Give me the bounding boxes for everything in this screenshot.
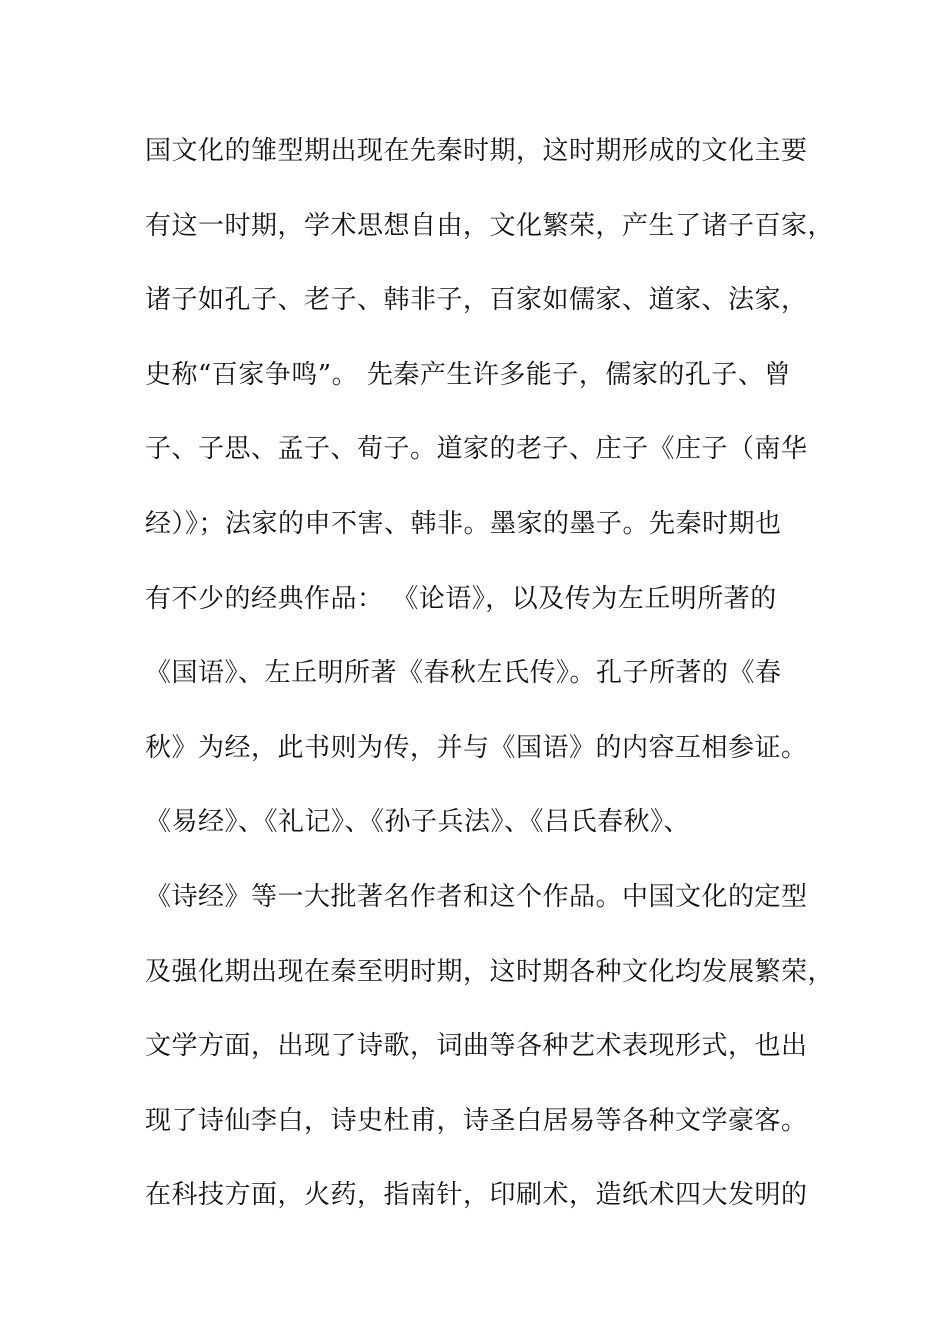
text-line-14: 现了诗仙李白，诗史杜甫，诗圣白居易等各种文学豪客。 xyxy=(145,1105,808,1136)
body-text xyxy=(145,128,835,1247)
text-line-3: 诸子如孔子、老子、韩非子，百家如儒家、道家、法家， xyxy=(145,285,808,316)
text-line-5: 子、子思、孟子、荀子。道家的老子、庄子《庄子（南华 xyxy=(145,434,808,465)
text-line-13: 文学方面，出现了诗歌，词曲等各种艺术表现形式，也出 xyxy=(145,1031,808,1062)
text-line-12: 及强化期出现在秦至明时期，这时期各种文化均发展繁荣， xyxy=(145,956,835,987)
text-line-8: 《国语》、左丘明所著《春秋左氏传》。孔子所著的《春 xyxy=(145,658,782,689)
text-line-2: 有这一时期，学术思想自由，文化繁荣，产生了诸子百家， xyxy=(145,210,835,241)
text-line-15: 在科技方面，火药，指南针，印刷术，造纸术四大发明的 xyxy=(145,1180,808,1211)
text-line-11: 《诗经》等一大批著名作者和这个作品。中国文化的定型 xyxy=(145,881,808,912)
text-line-6: 经）》；法家的申不害、韩非。墨家的墨子。先秦时期也 xyxy=(145,508,782,539)
text-line-7: 有不少的经典作品： 《论语》，以及传为左丘明所著的 xyxy=(145,583,777,614)
text-line-1: 国文化的雏型期出现在先秦时期，这时期形成的文化主要 xyxy=(145,136,808,166)
text-line-10: 《易经》、《礼记》、《孙子兵法》、《吕氏春秋》、 xyxy=(145,807,691,838)
text-line-9: 秋》为经，此书则为传，并与《国语》的内容互相参证。 xyxy=(145,732,808,763)
text-line-4: 史称“百家争鸣”。 先秦产生许多能子，儒家的孔子、曾 xyxy=(145,359,791,390)
